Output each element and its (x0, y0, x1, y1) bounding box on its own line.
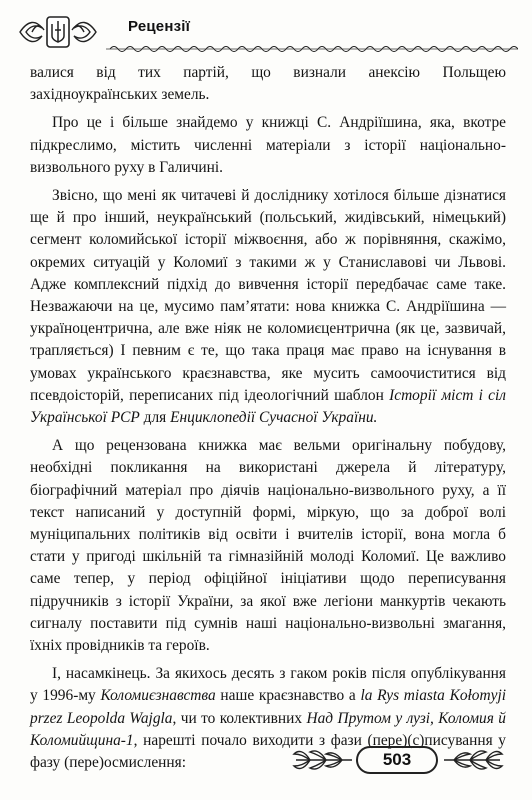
italic-title: Коломиєзнавства (100, 687, 216, 705)
paragraph-text: наше краєзнавство а (215, 687, 361, 705)
paragraph: валися від тих партій, що визнали анексію Польщею західноукраїнських земель. (30, 64, 506, 104)
running-header (18, 10, 518, 66)
italic-title: la Rys miasta Kołomyji przez Leopolda Wajgla (30, 687, 506, 727)
paragraph-text: І, насамкінець. За якихось десять з гаком років після опублікування у 1996-му (30, 665, 506, 705)
flourish-left-icon (290, 744, 354, 776)
page-number: 503 (356, 746, 438, 774)
italic-title: Історії міст і сіл Української РСР (30, 386, 506, 427)
decorative-border-rule (106, 43, 518, 55)
paragraph-text: , нарешті почало виходити з фази (пере)(с)писування у фазу (пере)осмислення: (30, 731, 506, 772)
article-body (30, 62, 506, 774)
paragraph-text: Звісно, що мені як читачеві й досліднику хотілося більше дізнатися ще й про інший, неукраїнський (польський, жидівський, німецький) сегмент коломийської історії міжвоєння, або ж порівняння, скажімо, окремих ситуацій у Коломиї з такими ж у Станиславові чи Львові. Адже комплексний підхід до вивчення історії передбачає саме таке. Незважаючи на це, мусимо пам’ятати: нова книжка С. Андріїшина — україноцентрична, але вже ніяк не коломиєцентрична (як це, зазвичай, трапляється) І певним є те, що така праця має право на існування в умовах українського краєзнавства, яке мусить самоочиститися від псевдоісторій, переписаних під ідеологічний шаблон (30, 187, 506, 404)
italic-title: Над Прутом у лузі, Коломия й Коломийщина-1 (30, 709, 506, 749)
flourish-right-icon (442, 744, 506, 776)
paragraph: Про це і більше знайдемо у книжці С. Андріїшина, яка, вкотре підкреслимо, містить численні матеріали з історії національно-визвольного руху в Галичині. (30, 114, 506, 176)
trident-emblem-icon (18, 14, 98, 50)
paragraph (30, 185, 506, 429)
paragraph-text: , чи то колективних (172, 709, 307, 727)
section-title: Рецензії (128, 18, 191, 35)
paragraph: А що рецензована книжка має вельми оригінальну побудову, необхідні покликання на використані джерела й літературу, біографічний матеріал про діячів національно-визвольного руху, а її текст написаний у доступній формі, міркую, що за доброї волі муніципальних політиків від освіти і вчителів історії, вона могла б стати у пригоді шкільній та гімназійній молоді Коломиї. Це важливо саме тепер, у період офіційної ініціативи щодо переписування підручників з історії України, за якої вже легіони манкуртів чекають сигналу поставити під сумнів наші національно-визвольні змагання, їхніх провідників та героїв. (30, 437, 506, 655)
paragraph-text: для (139, 409, 171, 427)
italic-title: Енциклопедії Сучасної України. (170, 409, 378, 427)
page-footer (290, 738, 510, 782)
